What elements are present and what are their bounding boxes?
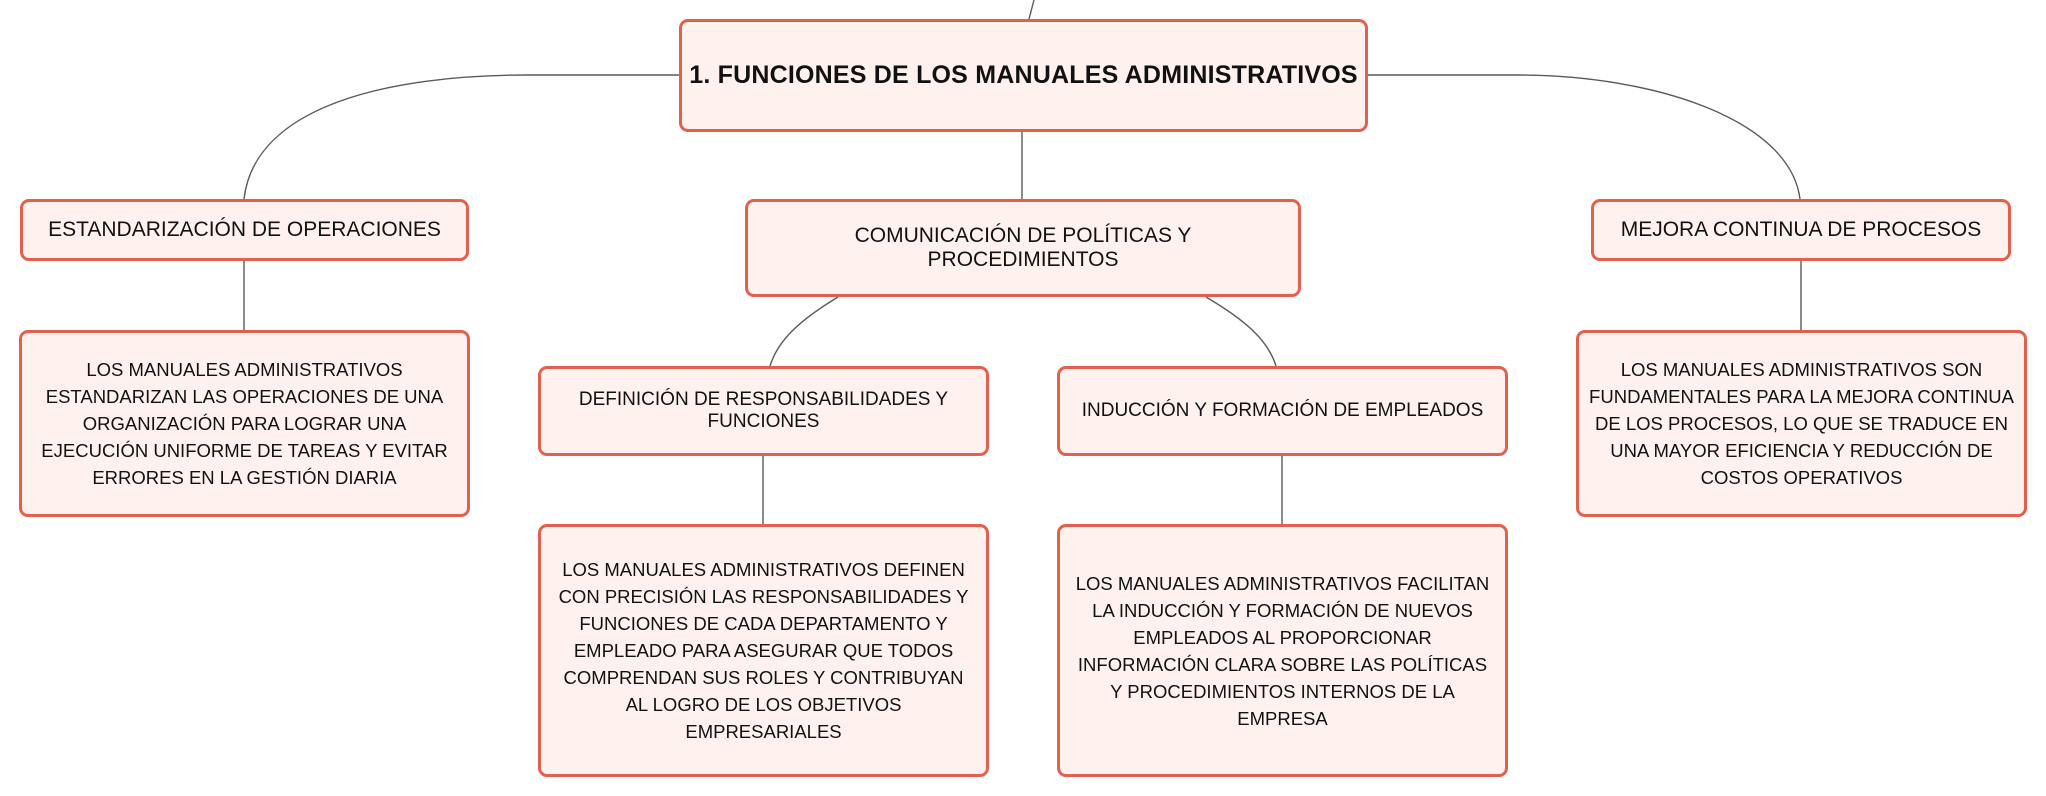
connector-topic-center-to-sub-left xyxy=(770,297,838,366)
description-responsabilidades[interactable] xyxy=(538,524,989,777)
root-node-label: 1. FUNCIONES DE LOS MANUALES ADMINISTRATIVOS xyxy=(689,61,1358,89)
topic-mejora-continua-label: MEJORA CONTINUA DE PROCESOS xyxy=(1620,218,1982,241)
description-estandarizacion[interactable] xyxy=(19,330,470,517)
topic-mejora-continua[interactable] xyxy=(1591,199,2011,261)
root-node[interactable] xyxy=(679,19,1368,132)
description-mejora-continua-text: LOS MANUALES ADMINISTRATIVOS SON FUNDAMENTALES PARA LA MEJORA CONTINUA DE LOS PROCESOS, LO QUE SE TRADUCE EN UNA MAYOR EFICIENCIA Y REDUCCIÓN DE COSTOS OPERATIVOS xyxy=(1589,359,2014,488)
topic-estandarizacion-label: ESTANDARIZACIÓN DE OPERACIONES xyxy=(48,218,441,241)
connector-root-to-topic-left xyxy=(244,75,679,199)
connector-topic-center-to-sub-right xyxy=(1206,297,1276,366)
connector-parent-to-root xyxy=(1029,0,1034,19)
description-induccion[interactable] xyxy=(1057,524,1508,777)
subtopic-induccion[interactable] xyxy=(1057,366,1508,456)
topic-comunicacion[interactable] xyxy=(745,199,1301,297)
subtopic-induccion-label: INDUCCIÓN Y FORMACIÓN DE EMPLEADOS xyxy=(1081,400,1484,421)
subtopic-responsabilidades-label: DEFINICIÓN DE RESPONSABILIDADES Y FUNCIONES xyxy=(578,389,949,432)
connector-root-to-topic-right xyxy=(1368,75,1800,199)
topic-estandarizacion[interactable] xyxy=(20,199,469,261)
description-induccion-text: LOS MANUALES ADMINISTRATIVOS FACILITAN LA INDUCCIÓN Y FORMACIÓN DE NUEVOS EMPLEADOS AL PROPORCIONAR INFORMACIÓN CLARA SOBRE LAS POLÍTICAS Y PROCEDIMIENTOS INTERNOS DE LA EMPRESA xyxy=(1075,572,1490,729)
description-estandarizacion-text: LOS MANUALES ADMINISTRATIVOS ESTANDARIZAN LAS OPERACIONES DE UNA ORGANIZACIÓN PARA LOGRAR UNA EJECUCIÓN UNIFORME DE TAREAS Y EVITAR ERRORES EN LA GESTIÓN DIARIA xyxy=(41,359,448,488)
description-mejora-continua[interactable] xyxy=(1576,330,2027,517)
description-responsabilidades-text: LOS MANUALES ADMINISTRATIVOS DEFINEN CON PRECISIÓN LAS RESPONSABILIDADES Y FUNCIONES DE CADA DEPARTAMENTO Y EMPLEADO PARA ASEGURAR QUE TODOS COMPRENDAN SUS ROLES Y CONTRIBUYAN AL LOGRO DE LOS OBJETIVOS EMPRESARIALES xyxy=(558,559,969,742)
topic-comunicacion-label: COMUNICACIÓN DE POLÍTICAS Y PROCEDIMIENTOS xyxy=(854,224,1192,271)
subtopic-responsabilidades[interactable] xyxy=(538,366,989,456)
